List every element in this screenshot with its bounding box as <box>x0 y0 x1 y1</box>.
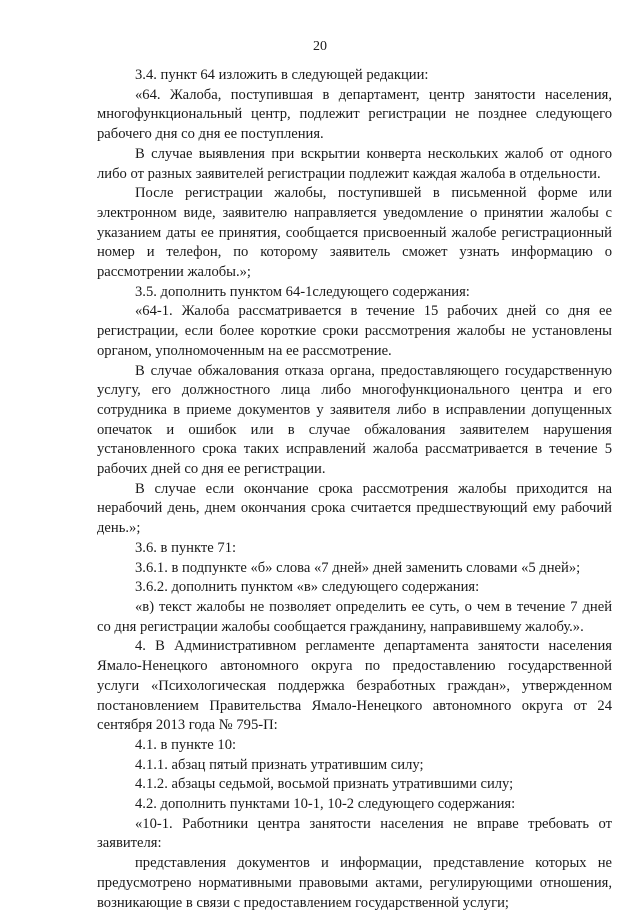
paragraph: 3.6.2. дополнить пунктом «в» следующего содержания: <box>135 579 480 596</box>
paragraph: 4.2. дополнить пунктами 10-1, 10-2 следующего содержания: <box>135 796 516 813</box>
paragraph: После регистрации жалобы, поступившей в письменной форме или электронном виде, заявителю направляется уведомление о принятии жалобы с указанием даты ее принятия, сообщается присвоенный жалобе регистрационный номер и телефон, по которому заявитель сможет узнать информацию о рассмотрении жалобы.»; <box>97 185 612 281</box>
paragraph: «10-1. Работники центра занятости населения не вправе требовать от заявителя: <box>97 815 612 852</box>
paragraph: 4.1.2. абзацы седьмой, восьмой признать утратившими силу; <box>135 776 514 793</box>
page-number: 20 <box>313 39 327 54</box>
paragraph: В случае выявления при вскрытии конверта нескольких жалоб от одного либо от разных заявителей регистрации подлежит каждая жалоба в отдельности. <box>97 145 612 182</box>
document-body <box>97 66 612 913</box>
paragraph: «64-1. Жалоба рассматривается в течение 15 рабочих дней со дня ее регистрации, если более короткие сроки рассмотрения жалобы не установлены органом, уполномоченным на ее рассмотрение. <box>97 303 612 359</box>
paragraph: представления документов и информации, представление которых не предусмотрено нормативными правовыми актами, регулирующими отношения, возникающие в связи с предоставлением государственной услуги; <box>97 855 612 911</box>
paragraph: 3.4. пункт 64 изложить в следующей редакции: <box>135 67 429 83</box>
paragraph: «64. Жалоба, поступившая в департамент, центр занятости населения, многофункциональный центр, подлежит регистрации не позднее следующего рабочего дня со дня ее поступления. <box>97 86 612 143</box>
paragraph: 3.5. дополнить пунктом 64-1следующего содержания: <box>135 283 470 300</box>
paragraph: «в) текст жалобы не позволяет определить ее суть, о чем в течение 7 дней со дня регистрации жалобы сообщается гражданину, направившему жалобу.». <box>97 598 612 635</box>
paragraph: 3.6. в пункте 71: <box>135 539 237 556</box>
paragraph: 4.1. в пункте 10: <box>135 736 237 753</box>
paragraph: 4.1.1. абзац пятый признать утратившим силу; <box>135 756 424 773</box>
paragraph: 4. В Административном регламенте департамента занятости населения Ямало-Ненецкого автономного округа по предоставлению государственной услуги «Психологическая поддержка безработных граждан», утвержденном постановлением Правительства Ямало-Ненецкого автономного округа от 24 сентября 2013 года № 795-П: <box>97 638 612 734</box>
paragraph: В случае если окончание срока рассмотрения жалобы приходится на нерабочий день, днем окончания срока считается предшествующий ему рабочий день.»; <box>97 480 612 537</box>
paragraph: В случае обжалования отказа органа, предоставляющего государственную услугу, его должностного лица либо многофункционального центра и его сотрудника в приеме документов у заявителя либо в исправлении допущенных опечаток и ошибок или в случае обжалования заявителем нарушения установленного срока таких исправлений жалоба рассматривается в течение 5 рабочих дней со дня ее регистрации. <box>97 362 612 478</box>
paragraph: 3.6.1. в подпункте «б» слова «7 дней» дней заменить словами «5 дней»; <box>135 559 581 576</box>
